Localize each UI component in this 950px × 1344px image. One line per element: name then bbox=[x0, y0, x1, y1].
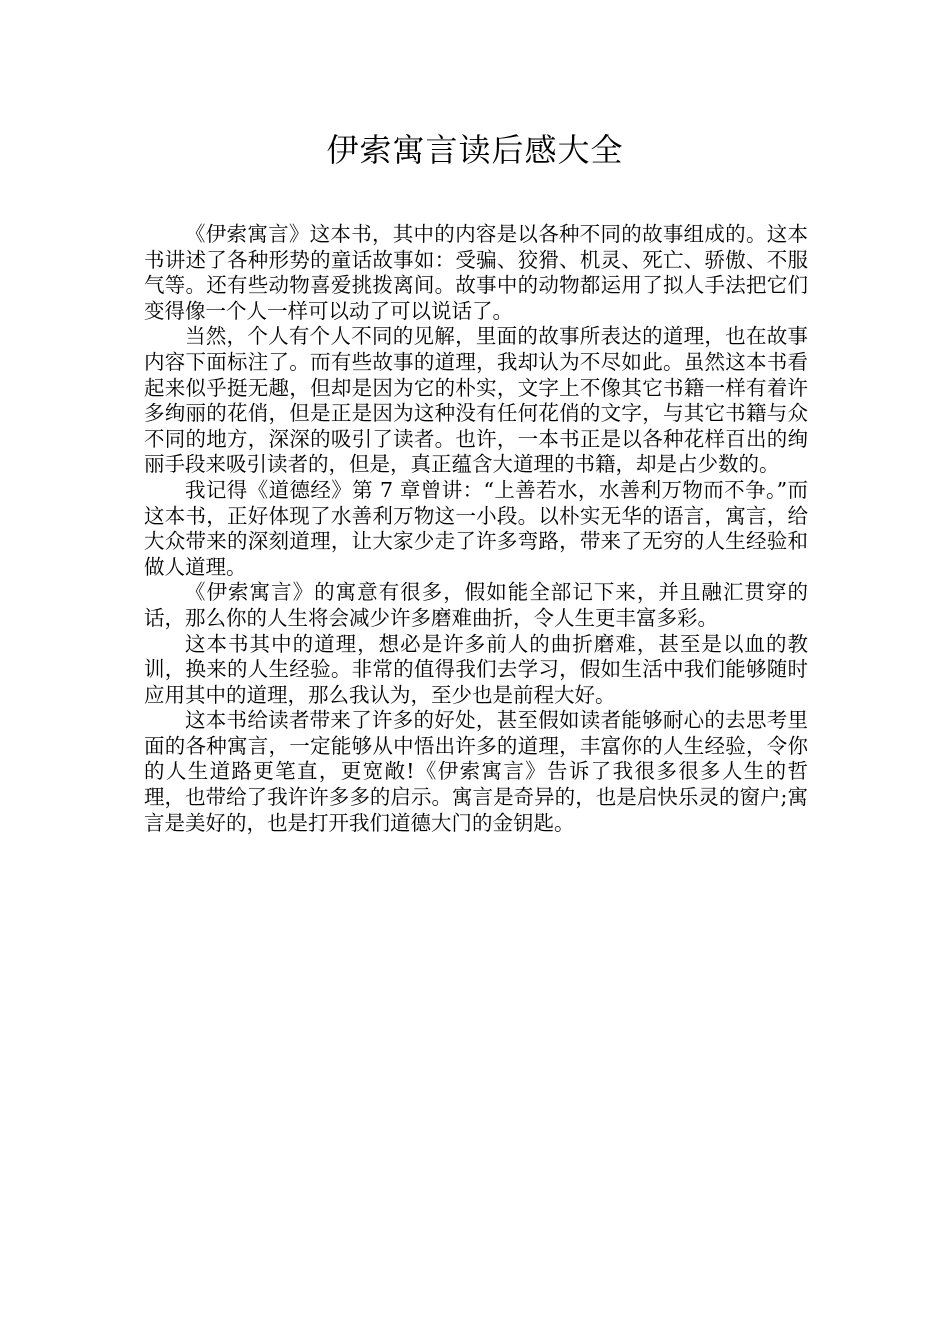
document-body bbox=[144, 222, 808, 836]
body-paragraph: 《伊索寓言》的寓意有很多，假如能全部记下来，并且融汇贯穿的话，那么你的人生将会减少许多磨难曲折，令人生更丰富多彩。 bbox=[144, 580, 808, 630]
document-title: 伊索寓言读后感大全 bbox=[326, 131, 624, 169]
body-paragraph: 这本书其中的道理，想必是许多前人的曲折磨难，甚至是以血的教训，换来的人生经验。非常的值得我们去学习，假如生活中我们能够随时应用其中的道理，那么我认为，至少也是前程大好。 bbox=[144, 631, 808, 707]
body-paragraph: 这本书给读者带来了许多的好处，甚至假如读者能够耐心的去思考里面的各种寓言，一定能够从中悟出许多的道理，丰富你的人生经验，令你的人生道路更笔直，更宽敞!《伊索寓言》告诉了我很多很多人生的哲理，也带给了我许许多多的启示。寓言是奇异的，也是启快乐灵的窗户;寓言是美好的，也是打开我们道德大门的金钥匙。 bbox=[144, 708, 808, 835]
body-paragraph: 我记得《道德经》第 7 章曾讲：“上善若水，水善利万物而不争。”而这本书，正好体现了水善利万物这一小段。以朴实无华的语言，寓言，给大众带来的深刻道理，让大家少走了许多弯路，带来了无穷的人生经验和做人道理。 bbox=[144, 477, 808, 579]
body-paragraph: 当然，个人有个人不同的见解，里面的故事所表达的道理，也在故事内容下面标注了。而有些故事的道理，我却认为不尽如此。虽然这本书看起来似乎挺无趣，但却是因为它的朴实，文字上不像其它书籍一样有着许多绚丽的花俏，但是正是因为这种没有任何花俏的文字，与其它书籍与众不同的地方，深深的吸引了读者。也许，一本书正是以各种花样百出的绚丽手段来吸引读者的，但是，真正蕴含大道理的书籍，却是占少数的。 bbox=[144, 324, 808, 477]
body-paragraph: 《伊索寓言》这本书，其中的内容是以各种不同的故事组成的。这本书讲述了各种形势的童话故事如：受骗、狡猾、机灵、死亡、骄傲、不服气等。还有些动物喜爱挑拨离间。故事中的动物都运用了拟人手法把它们变得像一个人一样可以动了可以说话了。 bbox=[144, 222, 808, 323]
